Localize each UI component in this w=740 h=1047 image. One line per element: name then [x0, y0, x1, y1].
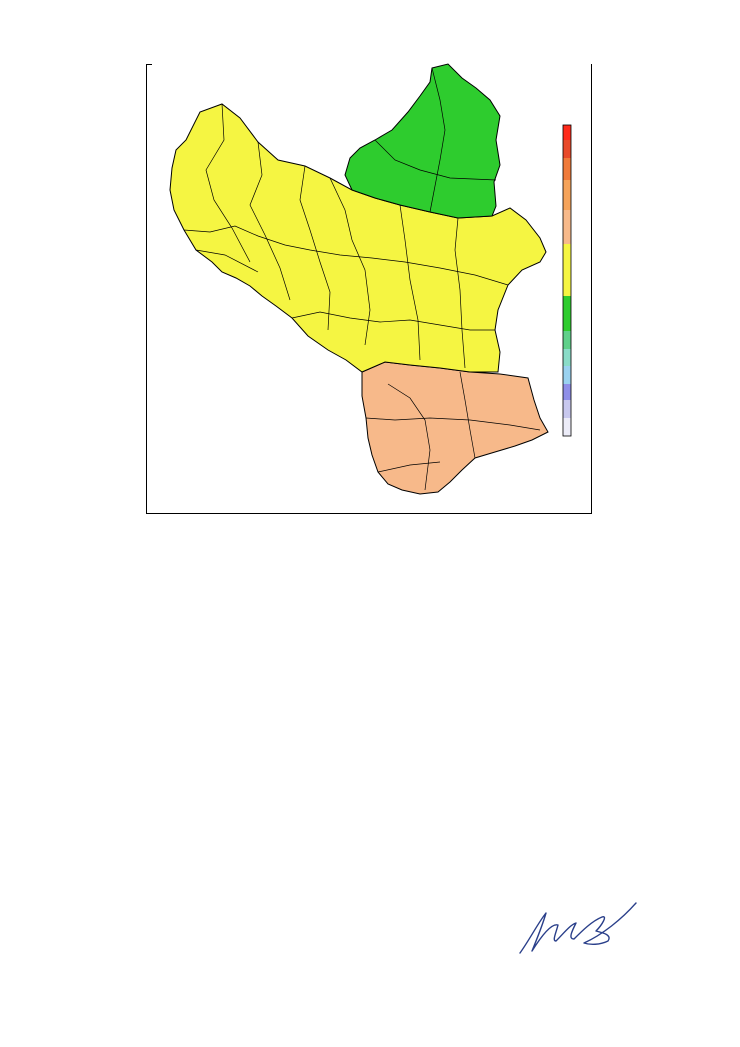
- zone-green: [345, 64, 500, 218]
- colorbar: [563, 125, 571, 436]
- rainfall-map: [0, 0, 740, 520]
- zone-orange: [362, 362, 548, 494]
- signature: [512, 895, 642, 959]
